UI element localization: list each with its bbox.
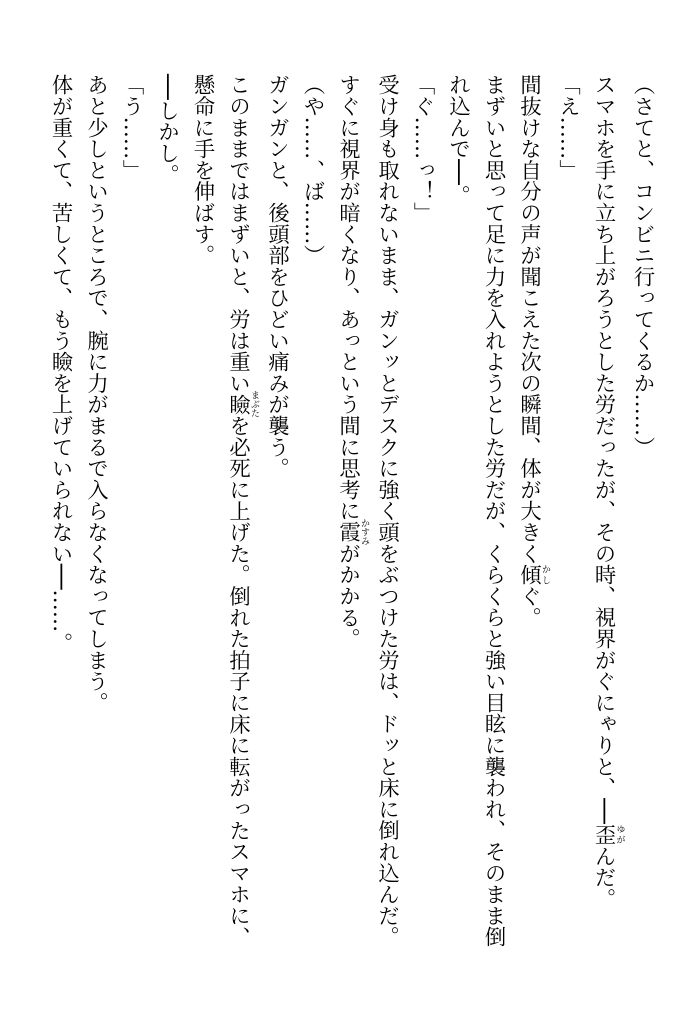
text-fragment: んだ。: [591, 845, 616, 910]
ruby-reading: まぶた: [249, 390, 259, 418]
ruby-base: 傾: [516, 563, 542, 586]
text-line: [511, 74, 550, 954]
text-line: ──しかし。: [154, 74, 180, 185]
ruby-base: 歪: [591, 823, 616, 846]
ruby-base: 瞼: [225, 390, 251, 418]
text-line: まずいと思って足に力を入れようとした労だが、くらくらと強い目眩に襲われ、そのまま倒: [481, 74, 506, 948]
text-line: 「う……」: [119, 74, 144, 181]
ruby-reading: かすみ: [359, 518, 369, 546]
text-line: 体が重くて、苦しくて、もう瞼を上げていられない──……。: [48, 74, 73, 654]
ruby-word: [335, 518, 369, 546]
text-line: 「え……」: [555, 74, 581, 181]
ruby-word: [591, 823, 625, 846]
ruby-word: [225, 390, 259, 418]
ruby-reading: かし: [540, 563, 550, 586]
text-line: 「ぐ……っ！」: [410, 74, 435, 224]
ruby-word: [516, 563, 550, 586]
ruby-reading: ゆが: [614, 823, 625, 846]
text-fragment: すぐに視界が暗くなり、あっという間に思考に: [335, 74, 361, 522]
text-line: 懸命に手を伸ばす。: [190, 74, 215, 266]
text-line: [586, 74, 625, 954]
text-fragment: がかかる。: [335, 542, 361, 650]
text-line: ガンガンと、後頭部をひどい痛みが襲う。: [264, 74, 290, 479]
ruby-base: 霞: [335, 518, 361, 546]
text-fragment: このままではまずいと、労は重い: [225, 74, 251, 394]
text-fragment: を必死に上げた。倒れた拍子に床に転がったスマホに、: [225, 414, 251, 948]
text-line: あと少しというところで、腕に力がまるで入らなくなってしまう。: [83, 74, 109, 713]
text-line: （や……、ば……）: [300, 74, 325, 266]
text-fragment: ぐ。: [516, 585, 542, 628]
text-line: （さてと、コンビニ行ってくるか……）: [630, 74, 655, 458]
text-line: れ込んで──。: [445, 74, 471, 207]
text-line: [330, 74, 369, 954]
vertical-text-body: [40, 74, 660, 954]
text-fragment: スマホを手に立ち上がろうとした労だったが、その時、視界がぐにゃりと、──: [591, 74, 616, 824]
text-line: [220, 74, 259, 954]
text-fragment: 間抜けな自分の声が聞こえた次の瞬間、体が大きく: [516, 74, 542, 564]
text-line: 受け身も取れないまま、ガンッとデスクに強く頭をぶつけた労は、ドッと床に倒れ込んだ。: [374, 74, 400, 948]
